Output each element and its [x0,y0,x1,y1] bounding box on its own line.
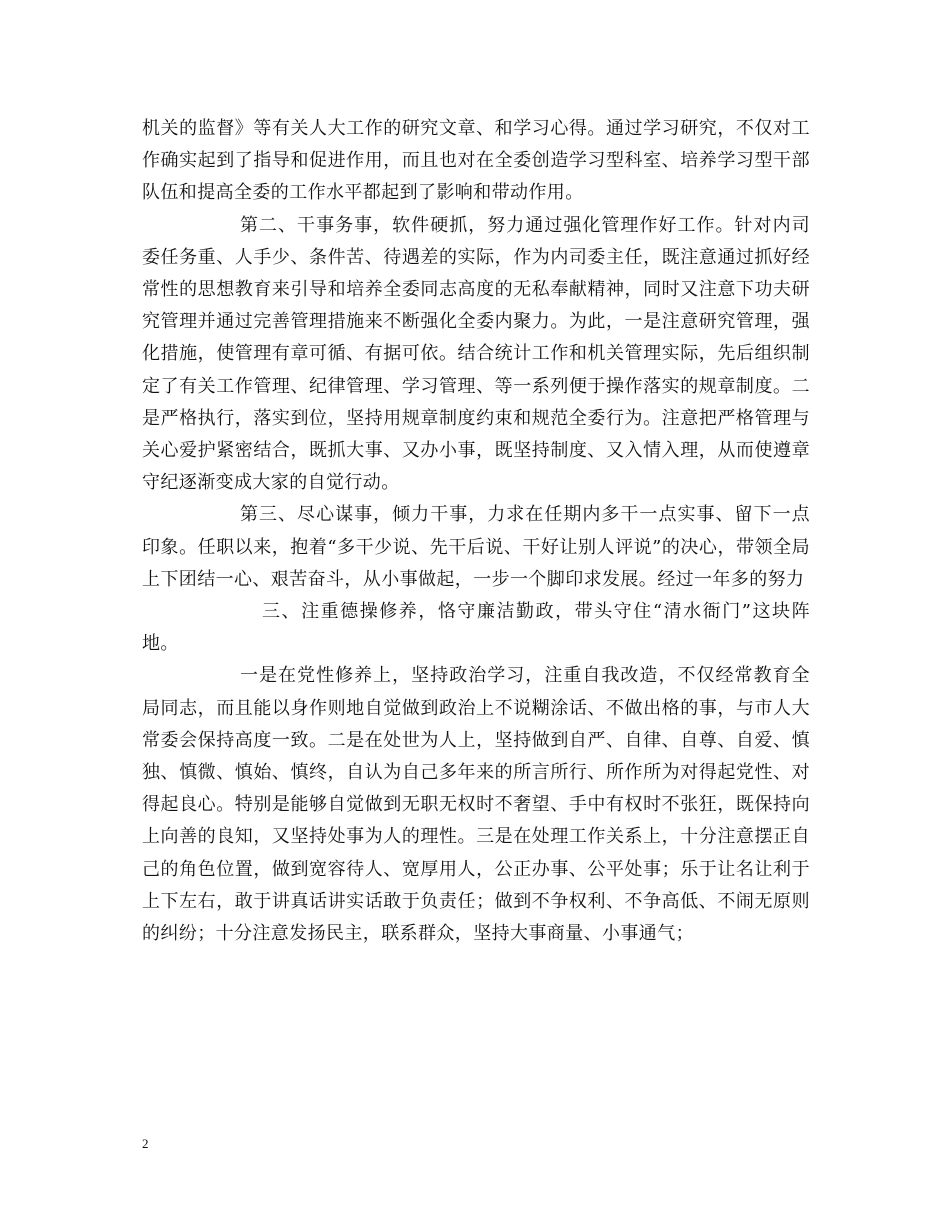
paragraph-section-two: 第二、干事务事，软件硬抓，努力通过强化管理作好工作。针对内司委任务重、人手少、条件苦、待遇差的实际，作为内司委主任，既注意通过抓好经常性的思想教育来引导和培养全委同志高度的无私奉献精神，同时又注意下功夫研究管理并通过完善管理措施来不断强化全委内聚力。为此，一是注意研究管理，强化措施，使管理有章可循、有据可依。结合统计工作和机关管理实际，先后组织制定了有关工作管理、纪律管理、学习管理、等一系列便于操作落实的规章制度。二是严格执行，落实到位，坚持用规章制度约束和规范全委行为。注意把严格管理与关心爱护紧密结合，既抓大事、又办小事，既坚持制度、又入情入理，从而使遵章守纪逐渐变成大家的自觉行动。 [142,214,810,494]
document-body [142,113,810,950]
paragraph-section-three: 第三、尽心谋事，倾力干事，力求在任期内多干一点实事、留下一点印象。任职以来，抱着“多干少说、先干后说、干好让别人评说”的决心，带领全局上下团结一心、艰苦奋斗，从小事做起，一步一个脚印求发展。经过一年多的努力 [142,504,810,590]
paragraph-party-cultivation: 一是在党性修养上，坚持政治学习，注重自我改造，不仅经常教育全局同志，而且能以身作则地自觉做到政治上不说糊涂话、不做出格的事，与市人大常委会保持高度一致。二是在处世为人上，坚持做到自严、自律、自尊、自爱、慎独、慎微、慎始、慎终，自认为自己多年来的所言所行、所作所为对得起党性、对得起良心。特别是能够自觉做到无职无权时不奢望、手中有权时不张狂，既保持向上向善的良知，又坚持处事为人的理性。三是在处理工作关系上，十分注意摆正自己的角色位置，做到宽容待人、宽厚用人，公正办事、公平处事；乐于让名让利于上下左右，敢于讲真话讲实话敢于负责任；做到不争权利、不争高低、不闹无原则的纠纷；十分注意发扬民主，联系群众，坚持大事商量、小事通气； [142,665,810,945]
page-number: 2 [142,1136,149,1151]
paragraph-continuation: 机关的监督》等有关人大工作的研究文章、和学习心得。通过学习研究，不仅对工作确实起到了指导和促进作用，而且也对在全委创造学习型科室、培养学习型干部队伍和提高全委的工作水平都起到了影响和带动作用。 [142,118,810,204]
section-heading-three: 三、注重德操修养，恪守廉洁勤政，带头守住“清水衙门”这块阵地。 [142,601,810,655]
